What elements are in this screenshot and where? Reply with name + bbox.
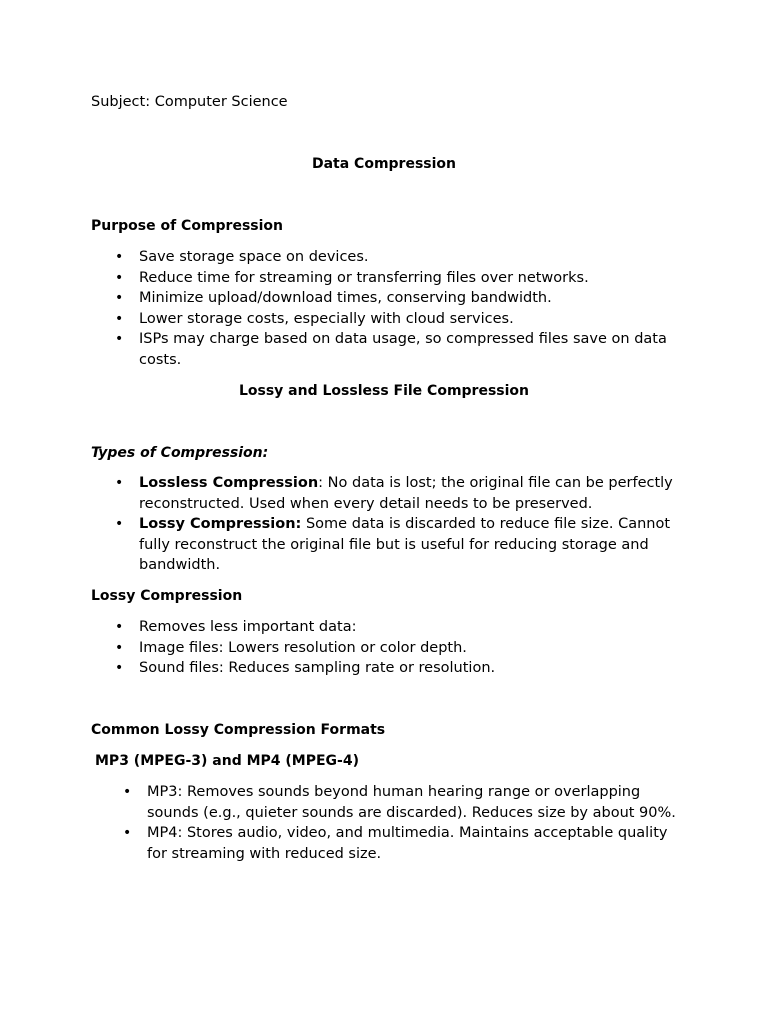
bullet-icon: • xyxy=(115,516,124,532)
types-list xyxy=(91,473,691,576)
list-item: • Removes less important data: xyxy=(91,617,691,638)
bullet-icon: • xyxy=(115,310,124,327)
bullet-icon: • xyxy=(115,249,124,265)
bullet-icon: • xyxy=(123,784,132,800)
list-item: • Save storage space on devices. xyxy=(91,247,691,268)
list-item: • Sound files: Reduces sampling rate or resolution. xyxy=(91,658,691,679)
bullet-icon: • xyxy=(115,290,124,306)
list-item: • Lossless Compression: No data is lost; the original file can be perfectly reconstructed. Used when every detail needs to be preserved. xyxy=(115,475,673,512)
bullet-icon: • xyxy=(123,825,132,841)
list-item: • Lossy Compression: Some data is discarded to reduce file size. Cannot fully reconstruct the original file but is useful for reducing storage and bandwidth. xyxy=(115,516,671,573)
purpose-heading: Purpose of Compression xyxy=(91,218,284,234)
bullet-icon: • xyxy=(115,639,124,656)
list-item: • MP4: Stores audio, video, and multimedia. Maintains acceptable quality for streaming with reduced size. xyxy=(123,825,668,862)
bullet-icon: • xyxy=(115,660,124,676)
lossy-heading: Lossy Compression xyxy=(91,588,243,604)
lossy-list xyxy=(91,617,691,679)
list-item: • Reduce time for streaming or transferring files over networks. xyxy=(91,268,691,289)
formats-subheading: MP3 (MPEG-3) and MP4 (MPEG-4) xyxy=(95,753,359,769)
list-item: • Image files: Lowers resolution or color depth. xyxy=(91,638,691,659)
lossy-lossless-heading: Lossy and Lossless File Compression xyxy=(238,383,530,399)
lossy-term: Lossy Compression: xyxy=(139,516,302,532)
list-item: • Lower storage costs, especially with cloud services. xyxy=(91,309,691,330)
list-item: • MP3: Removes sounds beyond human hearing range or overlapping sounds (e.g., quieter sounds are discarded). Reduces size by about 90%. xyxy=(123,784,676,821)
list-item: • ISPs may charge based on data usage, so compressed files save on data costs. xyxy=(115,331,667,368)
lossless-term: Lossless Compression xyxy=(139,475,319,491)
formats-heading: Common Lossy Compression Formats xyxy=(91,722,386,738)
subject-line: Subject: Computer Science xyxy=(91,94,288,110)
bullet-icon: • xyxy=(115,269,124,286)
purpose-list xyxy=(91,247,691,370)
bullet-icon: • xyxy=(115,475,124,491)
bullet-icon: • xyxy=(115,619,124,635)
formats-list xyxy=(99,782,689,864)
list-item: • Minimize upload/download times, conserving bandwidth. xyxy=(91,288,691,309)
bullet-icon: • xyxy=(115,331,124,347)
document-title: Data Compression xyxy=(311,156,457,172)
types-heading: Types of Compression: xyxy=(91,445,269,461)
